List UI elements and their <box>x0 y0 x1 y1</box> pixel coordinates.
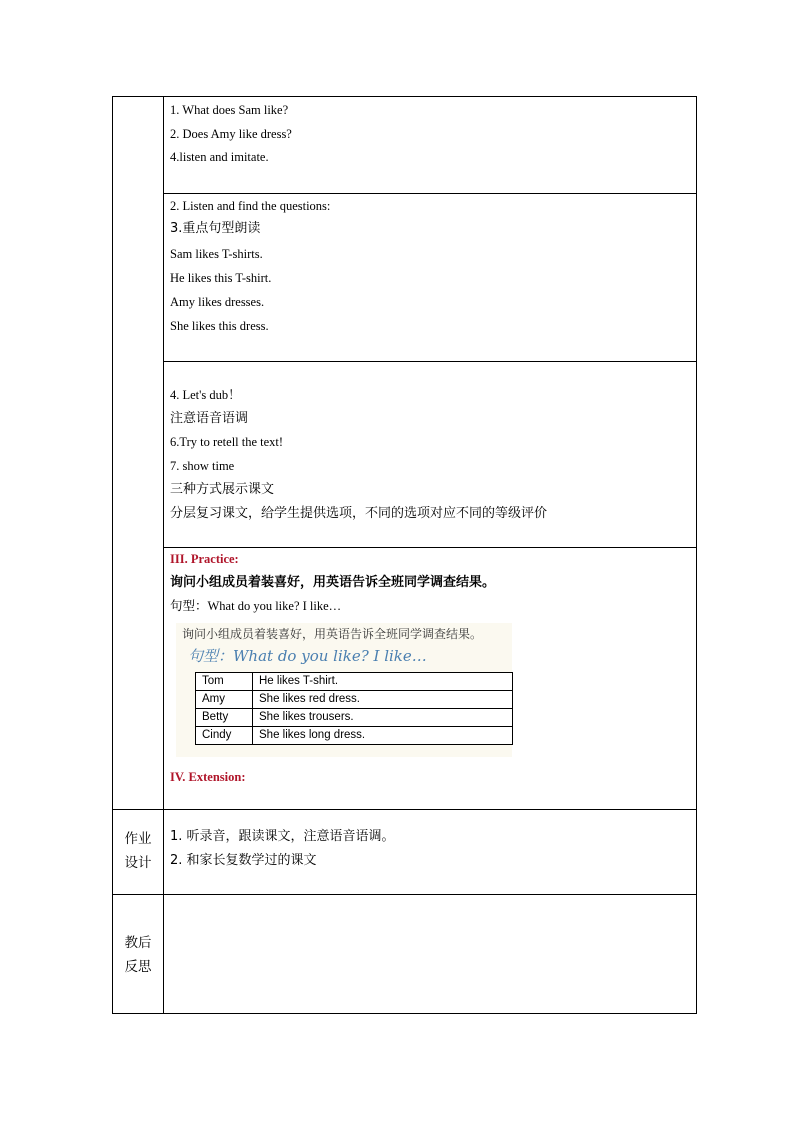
name-cell: Tom <box>196 673 253 691</box>
reflection-label <box>113 931 163 979</box>
column-divider <box>163 97 164 1013</box>
picture-pattern: 句型：What do you like? I like… <box>188 647 427 665</box>
survey-table <box>195 672 513 745</box>
text-line: 4. Let's dub！ <box>170 388 241 402</box>
label-line: 作业 <box>124 831 152 847</box>
extension-heading: IV. Extension: <box>170 770 246 784</box>
label-line: 反思 <box>124 959 152 975</box>
name-cell: Cindy <box>196 727 253 745</box>
text-line: 2. Listen and find the questions: <box>170 199 331 213</box>
table-row <box>196 727 513 745</box>
survey-picture <box>176 623 512 757</box>
text-line: She likes this dress. <box>170 319 269 333</box>
homework-item: 2. 和家长复数学过的课文 <box>170 853 317 868</box>
table-row <box>196 709 513 727</box>
homework-item: 1. 听录音，跟读课文，注意语音语调。 <box>170 829 395 844</box>
text-line: 注意语音语调 <box>170 411 249 426</box>
practice-pattern: 句型：What do you like? I like… <box>170 599 342 613</box>
text-line: Sam likes T-shirts. <box>170 247 263 261</box>
practice-instruction: 询问小组成员着装喜好，用英语告诉全班同学调查结果。 <box>170 575 496 590</box>
label-line: 教后 <box>124 935 152 951</box>
row-divider <box>163 361 696 362</box>
text-line: 分层复习课文，给学生提供选项，不同的选项对应不同的等级评价 <box>170 506 548 521</box>
practice-heading: III. Practice: <box>170 552 239 566</box>
table-row <box>196 673 513 691</box>
row-divider <box>163 193 696 194</box>
homework-label <box>113 827 163 875</box>
text-line: 4.listen and imitate. <box>170 150 269 164</box>
row-divider <box>113 809 696 810</box>
text-line: Amy likes dresses. <box>170 295 265 309</box>
sentence-cell: She likes long dress. <box>253 727 513 745</box>
label-line: 设计 <box>124 855 152 871</box>
reflection-content <box>170 894 692 1014</box>
name-cell: Betty <box>196 709 253 727</box>
sentence-cell: She likes red dress. <box>253 691 513 709</box>
lesson-plan-table <box>112 96 697 1014</box>
sentence-cell: He likes T-shirt. <box>253 673 513 691</box>
row-divider <box>163 547 696 548</box>
text-line: 1. What does Sam like? <box>170 103 289 117</box>
table-row <box>196 691 513 709</box>
text-line: 2. Does Amy like dress? <box>170 127 292 141</box>
text-line: 6.Try to retell the text! <box>170 435 284 449</box>
text-line: 三种方式展示课文 <box>170 482 275 497</box>
text-line: 3.重点句型朗读 <box>170 221 261 236</box>
picture-caption: 询问小组成员着装喜好，用英语告诉全班同学调查结果。 <box>182 627 483 641</box>
text-line: He likes this T-shirt. <box>170 271 272 285</box>
text-line: 7. show time <box>170 459 235 473</box>
name-cell: Amy <box>196 691 253 709</box>
sentence-cell: She likes trousers. <box>253 709 513 727</box>
